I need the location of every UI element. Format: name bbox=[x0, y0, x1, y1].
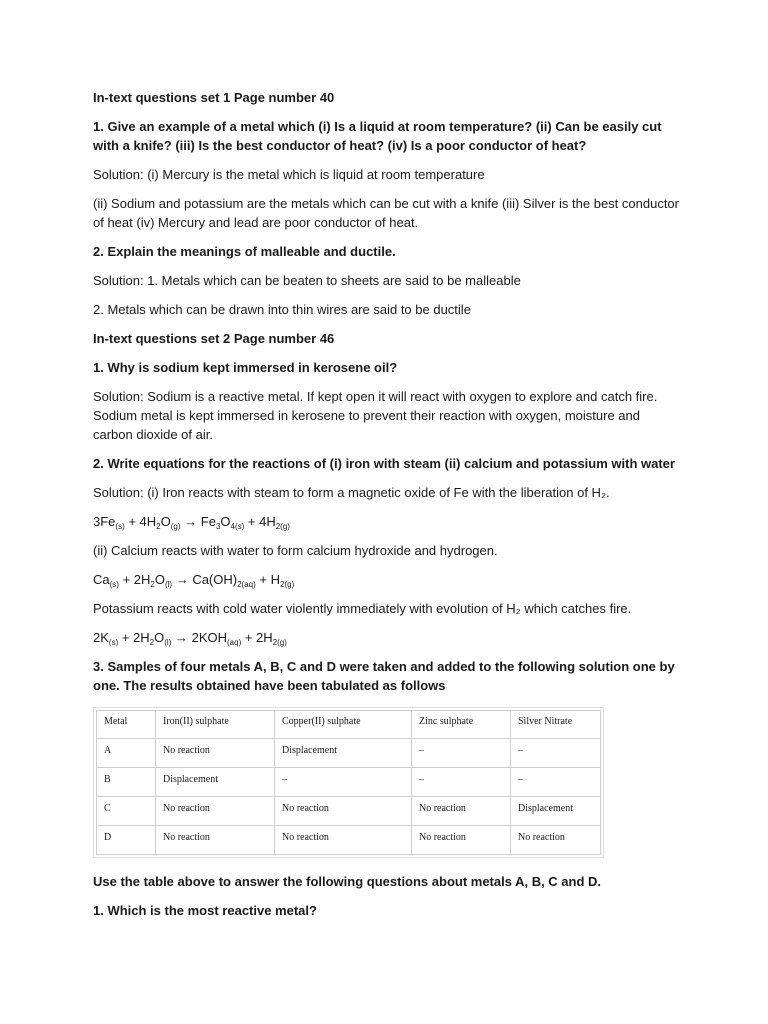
table-cell: – bbox=[412, 739, 511, 768]
table-header-cell: Zinc sulphate bbox=[412, 711, 511, 739]
results-table-image bbox=[93, 707, 604, 858]
table-row bbox=[97, 797, 601, 826]
equation-calcium-water: $Ca_{(s)} + 2H_2O_{(l)} \to Ca(OH)_{2(aq)} + H_{2(g)}$ bbox=[93, 572, 295, 589]
table-row bbox=[97, 739, 601, 768]
table-header-cell: Metal bbox=[97, 711, 156, 739]
set1-q2-question: 2. Explain the meanings of malleable and ductile. bbox=[93, 244, 396, 259]
table-cell: No reaction bbox=[511, 826, 601, 855]
set2-q2-solution-1: Solution: (i) Iron reacts with steam to form a magnetic oxide of Fe with the liberation of H₂. bbox=[93, 485, 610, 500]
table-cell: No reaction bbox=[156, 797, 275, 826]
equation-iron-steam: $3Fe_{(s)} + 4H_2O_{(g)} \to Fe_3O_{4(s)} + 4H_{2(g)}$ bbox=[93, 514, 290, 531]
set1-q2-solution-2: 2. Metals which can be drawn into thin wires are said to be ductile bbox=[93, 302, 471, 317]
table-cell: – bbox=[511, 768, 601, 797]
set1-q1-question: 1. Give an example of a metal which (i) Is a liquid at room temperature? (ii) Can be easily cut with a knife? (iii) Is the best conductor of heat? (iv) Is a poor conductor of heat? bbox=[93, 119, 662, 153]
set2-q1-solution: Solution: Sodium is a reactive metal. If kept open it will react with oxygen to explore and catch fire. Sodium metal is kept immersed in kerosene to prevent their reaction with oxygen, moisture and carbon dioxide of air. bbox=[93, 389, 658, 442]
equation-potassium-water: $2K_{(s)} + 2H_2O_{(l)} \to 2KOH_{(aq)} + 2H_{2(g)}$ bbox=[93, 630, 287, 647]
table-row bbox=[97, 768, 601, 797]
set1-q1-solution-2: (ii) Sodium and potassium are the metals which can be cut with a knife (iii) Silver is the best conductor of heat (iv) Mercury and lead are poor conductor of heat. bbox=[93, 196, 679, 230]
results-table bbox=[96, 710, 601, 855]
table-cell: Displacement bbox=[275, 739, 412, 768]
table-header-cell: Copper(II) sulphate bbox=[275, 711, 412, 739]
table-cell: – bbox=[511, 739, 601, 768]
table-row bbox=[97, 826, 601, 855]
table-cell: No reaction bbox=[412, 797, 511, 826]
table-cell: A bbox=[97, 739, 156, 768]
table-cell: No reaction bbox=[412, 826, 511, 855]
table-header-cell: Silver Nitrate bbox=[511, 711, 601, 739]
table-cell: C bbox=[97, 797, 156, 826]
table-cell: – bbox=[275, 768, 412, 797]
set2-q1-question: 1. Why is sodium kept immersed in kerosene oil? bbox=[93, 360, 398, 375]
set1-q1-solution-1: Solution: (i) Mercury is the metal which is liquid at room temperature bbox=[93, 167, 485, 182]
set2-q3-sub1: 1. Which is the most reactive metal? bbox=[93, 903, 317, 918]
table-cell: Displacement bbox=[156, 768, 275, 797]
table-cell: B bbox=[97, 768, 156, 797]
table-cell: Displacement bbox=[511, 797, 601, 826]
table-cell: No reaction bbox=[156, 826, 275, 855]
set2-q3-question: 3. Samples of four metals A, B, C and D were taken and added to the following solution one by one. The results obtained have been tabulated as follows bbox=[93, 659, 675, 693]
set1-q2-solution-1: Solution: 1. Metals which can be beaten to sheets are said to be malleable bbox=[93, 273, 521, 288]
set2-heading: In-text questions set 2 Page number 46 bbox=[93, 331, 335, 346]
table-cell: D bbox=[97, 826, 156, 855]
table-cell: No reaction bbox=[275, 797, 412, 826]
set1-heading: In-text questions set 1 Page number 40 bbox=[93, 90, 335, 105]
table-cell: – bbox=[412, 768, 511, 797]
set2-q3-followup: Use the table above to answer the following questions about metals A, B, C and D. bbox=[93, 874, 602, 889]
set2-q2-question: 2. Write equations for the reactions of (i) iron with steam (ii) calcium and potassium with water bbox=[93, 456, 675, 471]
set2-q2-solution-2: (ii) Calcium reacts with water to form calcium hydroxide and hydrogen. bbox=[93, 543, 498, 558]
table-header-row bbox=[97, 711, 601, 739]
table-cell: No reaction bbox=[156, 739, 275, 768]
document-page bbox=[93, 88, 683, 920]
table-cell: No reaction bbox=[275, 826, 412, 855]
table-header-cell: Iron(II) sulphate bbox=[156, 711, 275, 739]
set2-q2-solution-3: Potassium reacts with cold water violently immediately with evolution of H₂ which catches fire. bbox=[93, 601, 632, 616]
